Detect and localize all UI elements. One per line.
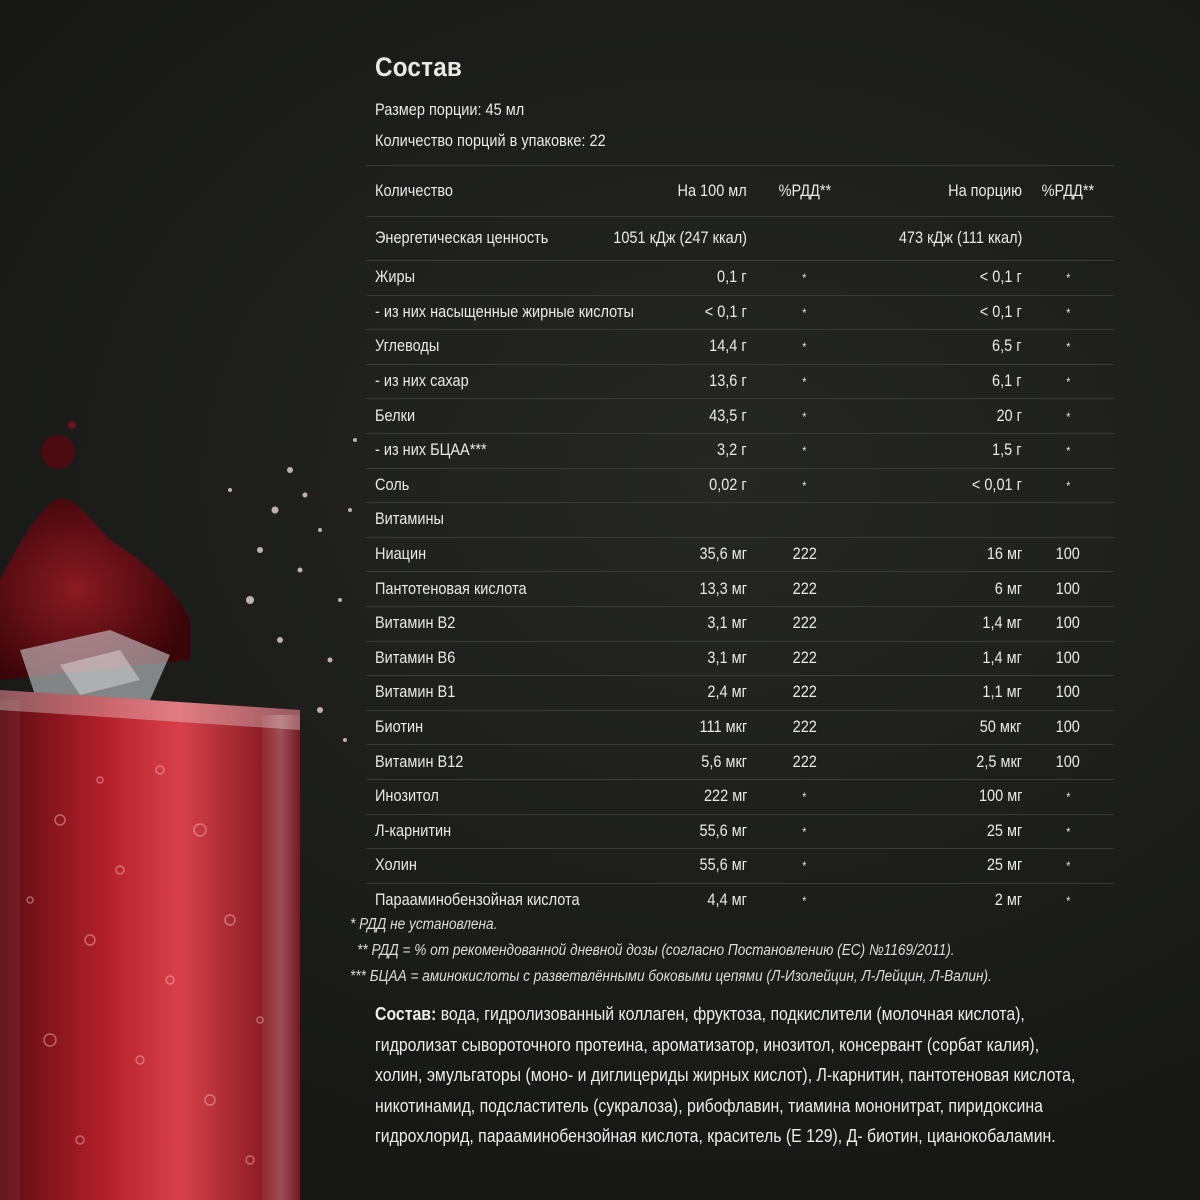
composition-line: холин, эмульгаторы (моно- и диглицериды жирных кислот), Л-карнитин, пантотеновая кислота, <box>375 1065 1076 1085</box>
nutrition-table <box>366 165 1114 917</box>
rdd-per-serving: 100 <box>1055 718 1081 737</box>
table-row <box>366 502 1114 537</box>
value-per-100ml: < 0,1 г <box>704 302 747 321</box>
column-header-per-serving: На порцию <box>948 181 1022 200</box>
nutrient-name: Соль <box>375 475 410 494</box>
rdd-per-serving: * <box>1065 444 1071 459</box>
rdd-per-100ml: 222 <box>792 648 817 667</box>
rdd-per-serving <box>1022 229 1114 248</box>
value-per-serving: 20 г <box>996 406 1022 425</box>
value-per-100ml: 0,1 г <box>717 268 747 287</box>
rdd-per-100ml: * <box>802 790 807 805</box>
rdd-per-serving: * <box>1065 375 1071 390</box>
value-per-100ml: 13,6 г <box>709 372 747 391</box>
serving-size: Размер порции: 45 мл <box>375 101 525 119</box>
table-row <box>366 433 1114 468</box>
rdd-per-serving: * <box>1065 893 1071 908</box>
rdd-per-serving: * <box>1065 340 1071 355</box>
column-header-rdd-100ml: %РДД** <box>778 181 831 200</box>
nutrient-name: Витамины <box>375 510 444 529</box>
value-per-serving: 2 мг <box>994 890 1022 909</box>
table-row <box>366 537 1114 572</box>
value-per-100ml: 5,6 мкг <box>701 752 747 771</box>
composition-label: Состав: <box>375 1004 437 1024</box>
value-per-100ml <box>575 510 747 529</box>
rdd-per-100ml: * <box>802 305 807 320</box>
value-per-serving: < 0,1 г <box>979 268 1022 287</box>
value-per-serving: 16 мг <box>986 545 1022 564</box>
nutrient-name: Витамин В6 <box>375 648 456 667</box>
nutrient-name: Витамин В12 <box>375 752 464 771</box>
nutrient-name: - из них насыщенные жирные кислоты <box>375 302 634 321</box>
value-per-serving: 1,4 мг <box>982 614 1022 633</box>
rdd-per-serving: 100 <box>1055 648 1081 667</box>
value-per-serving: 2,5 мкг <box>976 752 1022 771</box>
value-per-serving: 1,4 мг <box>982 648 1022 667</box>
composition-text: вода, гидролизованный коллаген, фруктоза, подкислители (молочная кислота), <box>436 1004 1025 1024</box>
rdd-per-100ml <box>747 510 862 529</box>
nutrient-name: Углеводы <box>375 337 440 356</box>
nutrient-name: - из них БЦАА*** <box>375 441 487 460</box>
nutrient-name: Биотин <box>375 718 424 737</box>
table-row <box>366 779 1114 814</box>
table-row <box>366 641 1114 676</box>
value-per-100ml: 43,5 г <box>709 406 747 425</box>
table-row <box>366 216 1114 260</box>
footnotes <box>350 912 1150 990</box>
value-per-serving: 6 мг <box>994 579 1022 598</box>
value-per-serving: 25 мг <box>986 821 1022 840</box>
rdd-per-serving: 100 <box>1055 579 1081 598</box>
nutrient-name: - из них сахар <box>375 372 469 391</box>
rdd-per-serving <box>1022 510 1114 529</box>
table-row <box>366 710 1114 745</box>
table-row <box>366 468 1114 503</box>
rdd-per-serving: * <box>1065 859 1071 874</box>
nutrient-name: Энергетическая ценность <box>375 229 549 247</box>
nutrient-name: Холин <box>375 856 417 875</box>
rdd-per-serving: * <box>1065 478 1071 493</box>
rdd-per-100ml: * <box>802 893 807 908</box>
rdd-per-serving: * <box>1065 305 1071 320</box>
servings-per-pack: Количество порций в упаковке: 22 <box>375 132 606 150</box>
table-row <box>366 295 1114 330</box>
composition-line: гидролизат сывороточного протеина, ароматизатор, инозитол, консервант (сорбат калия), <box>375 1034 1040 1055</box>
red-drink-glass-illustration <box>0 400 380 1200</box>
rdd-per-100ml: 222 <box>792 718 817 737</box>
rdd-per-100ml: * <box>802 409 807 424</box>
value-per-100ml: 14,4 г <box>709 337 747 356</box>
value-per-100ml: 4,4 мг <box>707 890 747 909</box>
table-row <box>366 675 1114 710</box>
rdd-per-100ml: * <box>802 271 807 286</box>
value-per-100ml: 222 мг <box>703 787 747 806</box>
rdd-per-100ml <box>747 229 862 248</box>
value-per-100ml: 13,3 мг <box>699 579 747 598</box>
nutrient-name: Парааминобензойная кислота <box>375 890 580 909</box>
value-per-100ml: 3,1 мг <box>707 648 747 667</box>
rdd-per-serving: 100 <box>1055 683 1081 702</box>
rdd-per-100ml: 222 <box>792 752 817 771</box>
ingredients-composition <box>375 999 1175 1152</box>
rdd-per-100ml: * <box>802 444 807 459</box>
nutrient-name: Витамин В1 <box>375 683 456 702</box>
page-title: Состав <box>375 52 463 82</box>
value-per-100ml: 35,6 мг <box>699 545 747 564</box>
value-per-100ml: 2,4 мг <box>707 683 747 702</box>
composition-line: гидрохлорид, парааминобензойная кислота, краситель (Е 129), Д- биотин, цианокобаламин. <box>375 1126 1056 1146</box>
table-row <box>366 744 1114 779</box>
value-per-serving: < 0,1 г <box>979 302 1022 321</box>
rdd-per-serving: 100 <box>1055 752 1081 771</box>
nutrient-name: Пантотеновая кислота <box>375 579 527 598</box>
rdd-per-100ml: * <box>802 859 807 874</box>
rdd-per-100ml: 222 <box>792 579 817 598</box>
table-header-row <box>366 165 1114 216</box>
value-per-serving: 6,5 г <box>992 337 1022 356</box>
table-row <box>366 814 1114 849</box>
nutrient-name: Инозитол <box>375 787 439 806</box>
value-per-100ml: 111 мкг <box>699 718 747 737</box>
rdd-per-100ml: * <box>802 478 807 493</box>
rdd-per-100ml: * <box>802 375 807 390</box>
rdd-per-100ml: 222 <box>792 614 817 633</box>
nutrient-name: Витамин В2 <box>375 614 456 633</box>
value-per-100ml: 55,6 мг <box>699 821 747 840</box>
column-header-per-100ml: На 100 мл <box>677 181 747 200</box>
composition-line: никотинамид, подсластитель (сукралоза), рибофлавин, тиамина мононитрат, пиридоксина <box>375 1095 1043 1116</box>
column-header-quantity: Количество <box>375 181 453 200</box>
table-row <box>366 571 1114 606</box>
table-row <box>366 329 1114 364</box>
value-per-serving: 100 мг <box>978 787 1022 806</box>
nutrient-name: Белки <box>375 406 416 425</box>
table-row <box>366 260 1114 295</box>
value-per-serving: < 0,01 г <box>971 475 1022 494</box>
value-per-serving: 473 кДж (111 ккал) <box>898 229 1022 247</box>
nutrient-name: Ниацин <box>375 545 427 564</box>
value-per-100ml: 0,02 г <box>709 475 747 494</box>
rdd-per-serving: 100 <box>1055 614 1081 633</box>
footnote-bcaa-definition: *** БЦАА = аминокислоты с разветвлёнными боковыми цепями (Л-Изолейцин, Л-Лейцин, Л-Валин). <box>350 968 992 985</box>
nutrient-name: Л-карнитин <box>375 821 452 840</box>
value-per-serving: 1,1 мг <box>982 683 1022 702</box>
footnote-rdd-definition: ** РДД = % от рекомендованной дневной дозы (согласно Постановлению (ЕС) №1169/2011). <box>357 942 955 959</box>
column-header-rdd-serving: %РДД** <box>1041 181 1095 200</box>
rdd-per-100ml: 222 <box>792 545 817 564</box>
value-per-100ml: 55,6 мг <box>699 856 747 875</box>
table-row <box>366 398 1114 433</box>
table-row <box>366 364 1114 399</box>
composition-line <box>375 999 1079 1030</box>
rdd-per-serving: * <box>1065 790 1071 805</box>
value-per-serving: 6,1 г <box>992 372 1022 391</box>
value-per-serving <box>862 510 1022 529</box>
value-per-serving: 50 мкг <box>980 718 1022 737</box>
rdd-per-serving: * <box>1065 271 1071 286</box>
rdd-per-100ml: * <box>802 824 807 839</box>
rdd-per-100ml: 222 <box>792 683 817 702</box>
rdd-per-serving: 100 <box>1055 545 1081 564</box>
value-per-100ml: 3,1 мг <box>707 614 747 633</box>
value-per-100ml: 1051 кДж (247 ккал) <box>613 229 747 247</box>
value-per-100ml: 3,2 г <box>717 441 747 460</box>
nutrition-panel <box>366 48 1126 917</box>
rdd-per-serving: * <box>1065 409 1071 424</box>
table-row <box>366 848 1114 883</box>
rdd-per-100ml: * <box>802 340 807 355</box>
table-row <box>366 606 1114 641</box>
value-per-serving: 1,5 г <box>992 441 1022 460</box>
footnote-rdd-not-set: * РДД не установлена. <box>350 916 498 933</box>
value-per-serving: 25 мг <box>986 856 1022 875</box>
nutrient-name: Жиры <box>375 268 416 287</box>
rdd-per-serving: * <box>1065 824 1071 839</box>
